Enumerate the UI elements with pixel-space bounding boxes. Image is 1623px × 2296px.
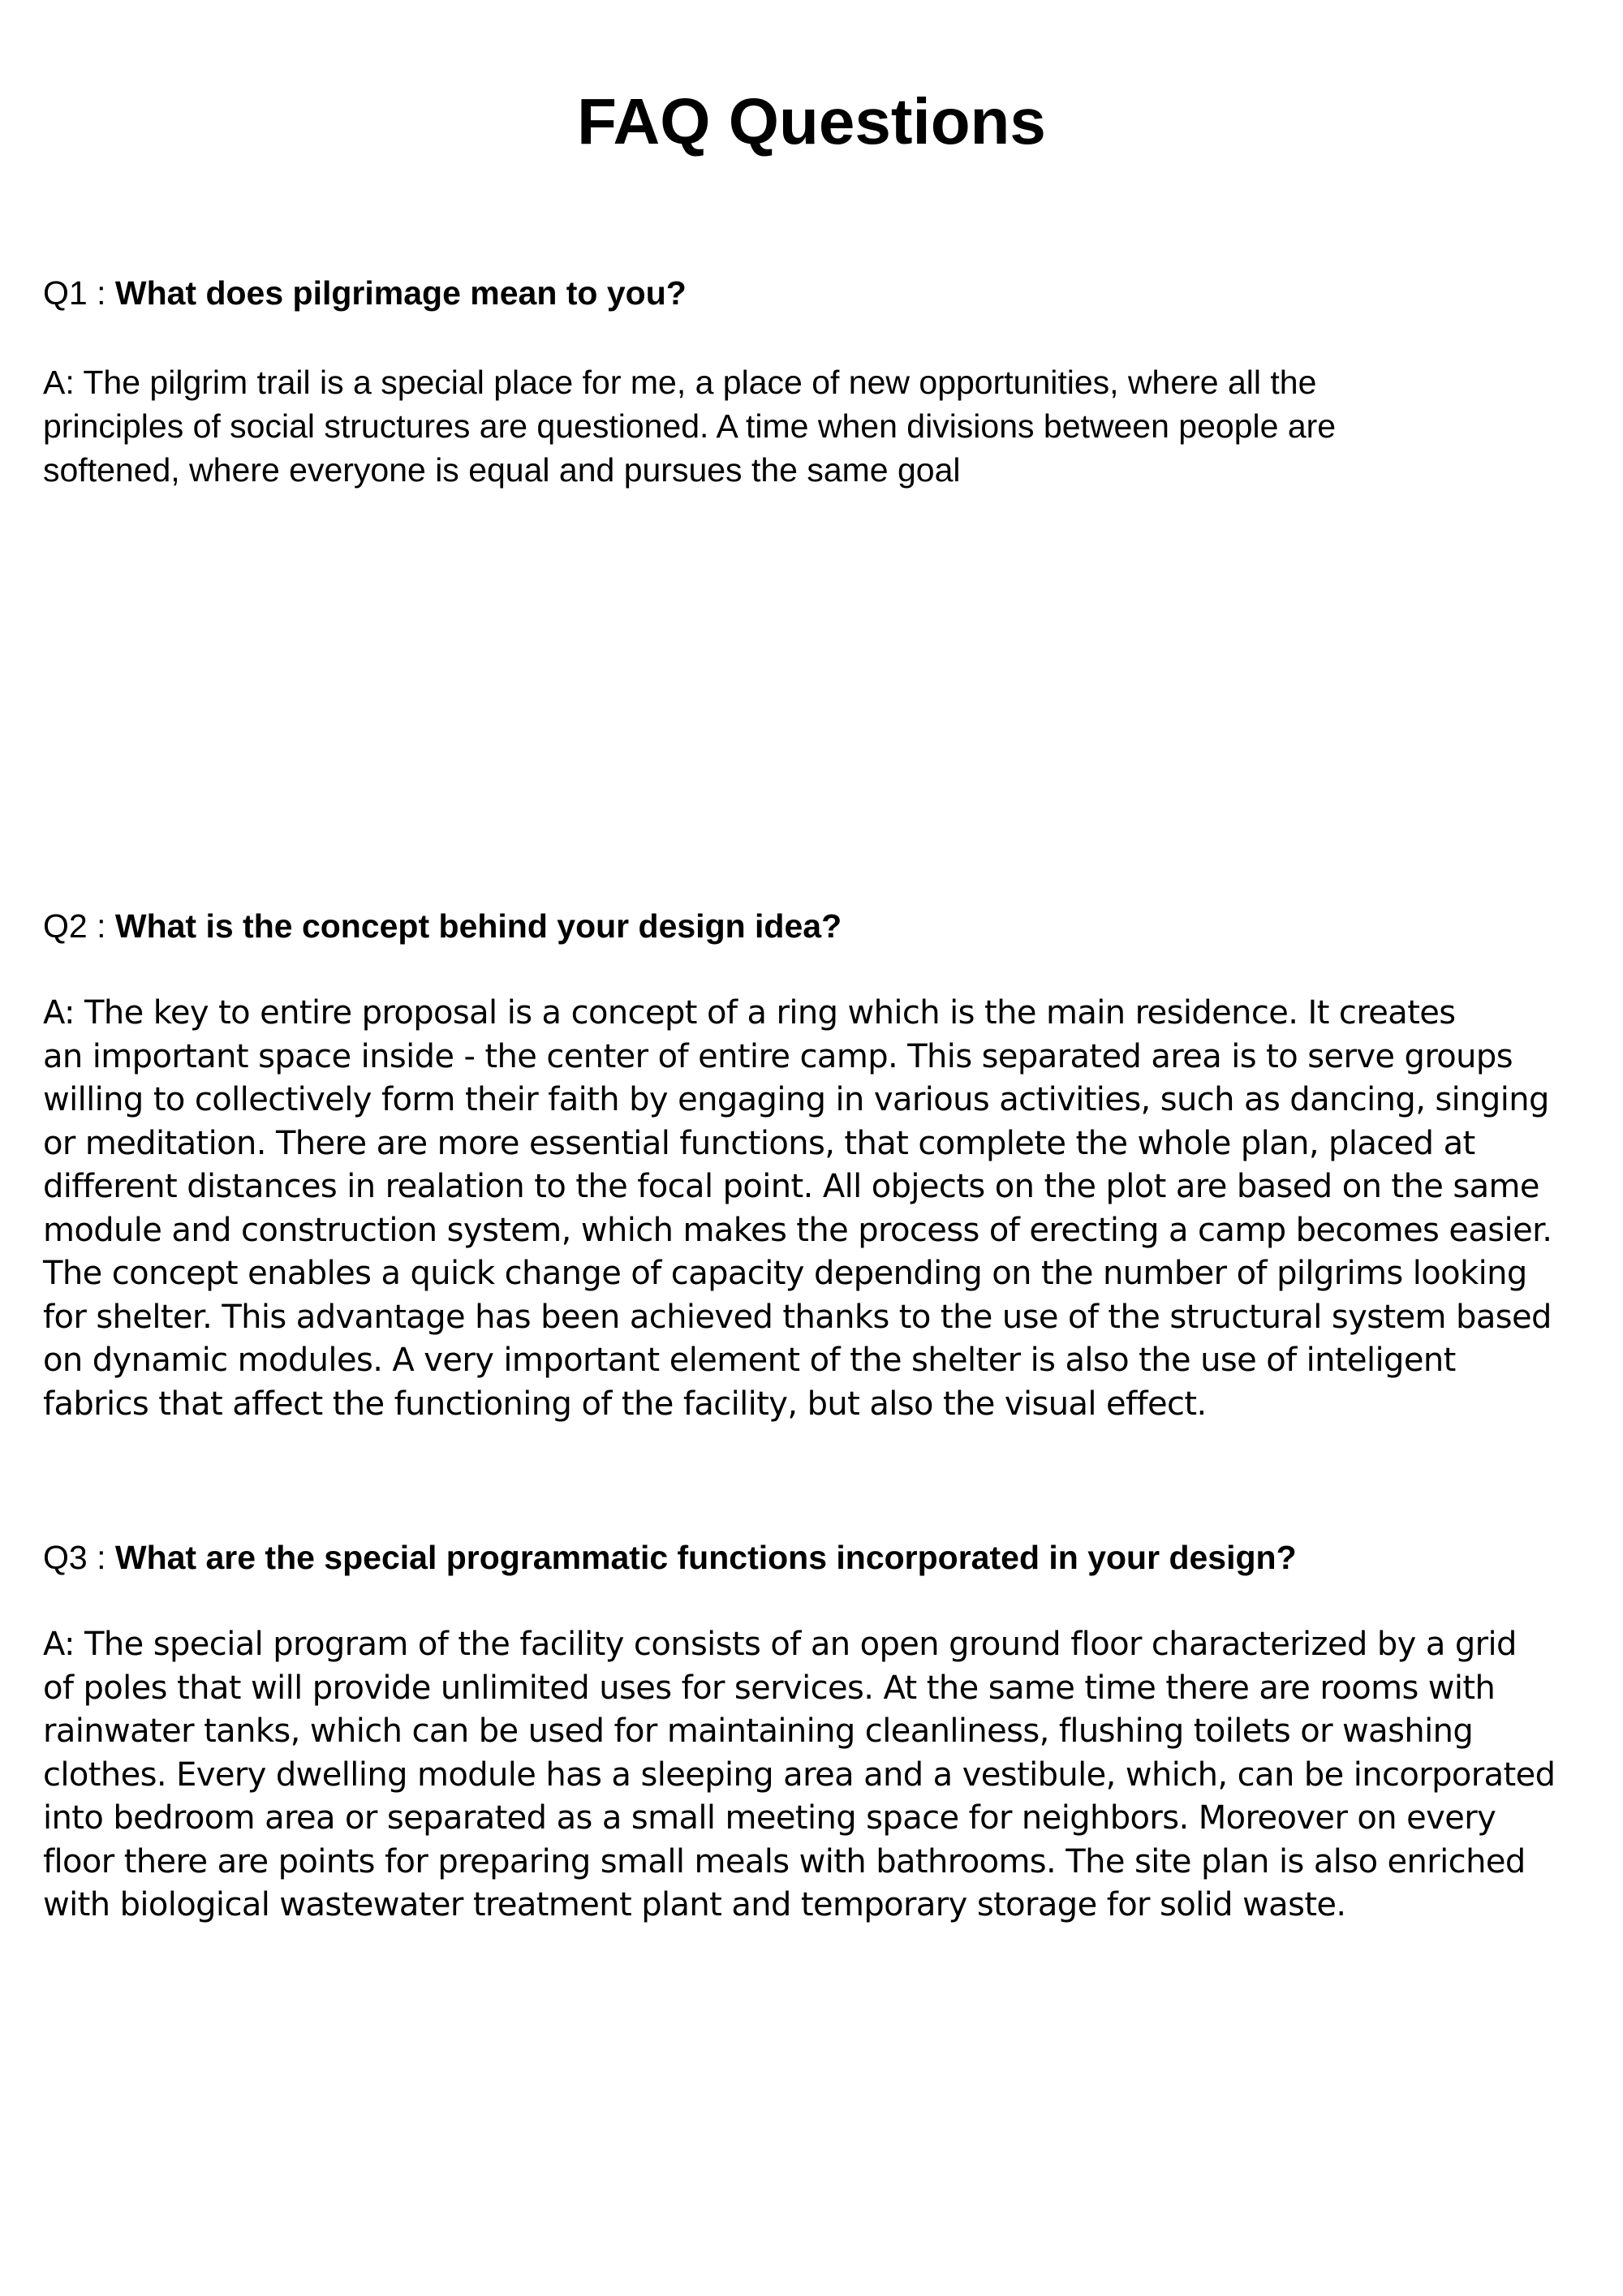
answer-line: principles of social structures are questioned. A time when divisions between people are (43, 407, 1337, 445)
answer-line: clothes. Every dwelling module has a sleeping area and a vestibule, which, can be incorporated (43, 1755, 1556, 1794)
answer-line: fabrics that affect the functioning of the facility, but also the visual effect. (43, 1385, 1207, 1423)
answer-line: A: The key to entire proposal is a concept of a ring which is the main residence. It creates (43, 994, 1456, 1032)
question-text: What does pilgrimage mean to you? (114, 274, 687, 312)
faq-answer-2 (43, 992, 1601, 1426)
question-number: Q1 : (43, 274, 115, 312)
answer-line: The concept enables a quick change of capacity depending on the number of pilgrims looking (43, 1255, 1527, 1292)
question-number: Q2 : (43, 907, 115, 945)
answer-line: into bedroom area or separated as a small meeting space for neighbors. Moreover on every (43, 1799, 1496, 1837)
question-number: Q3 : (43, 1539, 115, 1576)
faq-question-3 (43, 1536, 1585, 1579)
question-text: What are the special programmatic functions incorporated in your design? (114, 1539, 1297, 1576)
answer-line: an important space inside - the center of entire camp. This separated area is to serve groups (43, 1037, 1513, 1075)
faq-answer-3 (43, 1623, 1601, 1928)
answer-line: A: The pilgrim trail is a special place for me, a place of new opportunities, where all the (43, 364, 1317, 401)
faq-answer-1 (43, 360, 1601, 492)
question-text: What is the concept behind your design idea? (114, 907, 842, 945)
page-title: FAQ Questions (577, 85, 1046, 157)
faq-question-1 (43, 271, 1585, 315)
answer-line: with biological wastewater treatment plant and temporary storage for solid waste. (43, 1886, 1346, 1923)
answer-line: different distances in realation to the focal point. All objects on the plot are based on the same (43, 1168, 1539, 1205)
answer-line: A: The special program of the facility consists of an open ground floor characterized by a grid (43, 1626, 1517, 1663)
faq-question-2 (43, 904, 1585, 948)
answer-line: module and construction system, which makes the process of erecting a camp becomes easier. (43, 1211, 1552, 1249)
answer-line: of poles that will provide unlimited uses for services. At the same time there are rooms with (43, 1669, 1496, 1707)
answer-line: on dynamic modules. A very important element of the shelter is also the use of inteligent (43, 1342, 1456, 1379)
answer-line: willing to collectively form their faith by engaging in various activities, such as dancing, singing (43, 1081, 1549, 1118)
answer-line: softened, where everyone is equal and pursues the same goal (43, 451, 961, 489)
answer-line: for shelter. This advantage has been achieved thanks to the use of the structural system based (43, 1298, 1552, 1336)
answer-line: floor there are points for preparing small meals with bathrooms. The site plan is also enriched (43, 1842, 1526, 1880)
answer-line: or meditation. There are more essential functions, that complete the whole plan, placed at (43, 1124, 1475, 1162)
answer-line: rainwater tanks, which can be used for maintaining cleanliness, flushing toilets or washing (43, 1712, 1474, 1750)
